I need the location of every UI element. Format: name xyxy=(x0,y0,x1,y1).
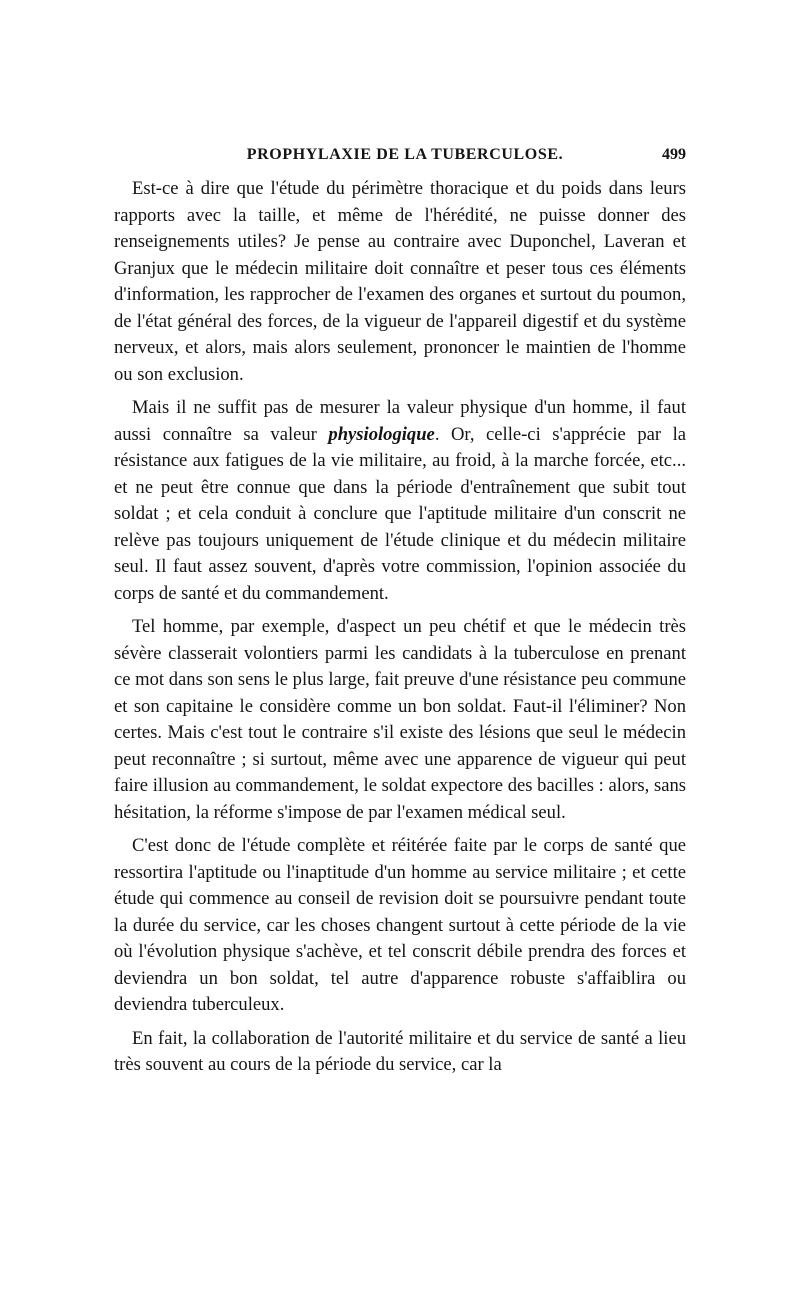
paragraph-4: C'est donc de l'étude complète et réitérée faite par le corps de santé que ressortira l'aptitude ou l'inaptitude d'un homme au service militaire ; et cette étude qui commence au conseil de revision doit se poursuivre pendant toute la durée du service, car les choses changent surtout à cette période de la vie où l'évolution physique s'achève, et tel conscrit débile prendra des forces et deviendra un bon soldat, tel autre d'apparence robuste s'affaiblira ou deviendra tuberculeux. xyxy=(114,835,686,1015)
paragraph-3: Tel homme, par exemple, d'aspect un peu chétif et que le médecin très sévère classerait volontiers parmi les candidats à la tuberculose en prenant ce mot dans son sens le plus large, fait preuve d'une résistance peu commune et son capitaine le considère comme un bon soldat. Faut-il l'éliminer? Non certes. Mais c'est tout le contraire s'il existe des lésions que seul le médecin peut reconnaître ; si surtout, même avec une apparence de vigueur qui peut faire illusion au commandement, le soldat expectore des bacilles : alors, sans hésitation, la réforme s'impose de par l'examen médical seul. xyxy=(114,616,687,823)
emphasized-word: physiologique xyxy=(328,423,435,445)
running-title: PROPHYLAXIE DE LA TUBERCULOSE. xyxy=(246,146,564,163)
page-number: 499 xyxy=(662,146,686,163)
paragraph-1: Est-ce à dire que l'étude du périmètre thoracique et du poids dans leurs rapports avec la taille, et même de l'hérédité, ne puisse donner des renseignements utiles? Je pense au contraire avec Duponchel, Laveran et Granjux que le médecin militaire doit connaître et peser tous ces éléments d'information, les rapprocher de l'examen des organes et surtout du poumon, de l'état général des forces, de la vigueur de l'appareil digestif et du système nerveux, et alors, mais alors seulement, prononcer le maintien de l'homme ou son exclusion. xyxy=(114,178,686,385)
running-header xyxy=(114,146,686,176)
paragraph-2 xyxy=(114,395,686,607)
paragraph-2-text-start: Mais il ne suffit pas de mesurer la valeur physique d'un homme, il faut aussi connaître sa valeur xyxy=(114,397,686,445)
paragraph-5: En fait, la collaboration de l'autorité militaire et du service de santé a lieu très souvent au cours de la période du service, car la xyxy=(114,1027,686,1075)
book-page xyxy=(114,146,686,1079)
paragraph-2-text-end: . Or, celle-ci s'apprécie par la résistance aux fatigues de la vie militaire, au froid, à la marche forcée, etc... et ne peut être connue que dans la période d'entraînement que subit tout soldat ; et cela conduit à conclure que l'aptitude militaire d'un conscrit ne relève pas toujours uniquement de l'étude clinique et du médecin militaire seul. Il faut assez souvent, d'après votre commission, l'opinion associée du corps de santé et du commandement. xyxy=(114,423,687,604)
